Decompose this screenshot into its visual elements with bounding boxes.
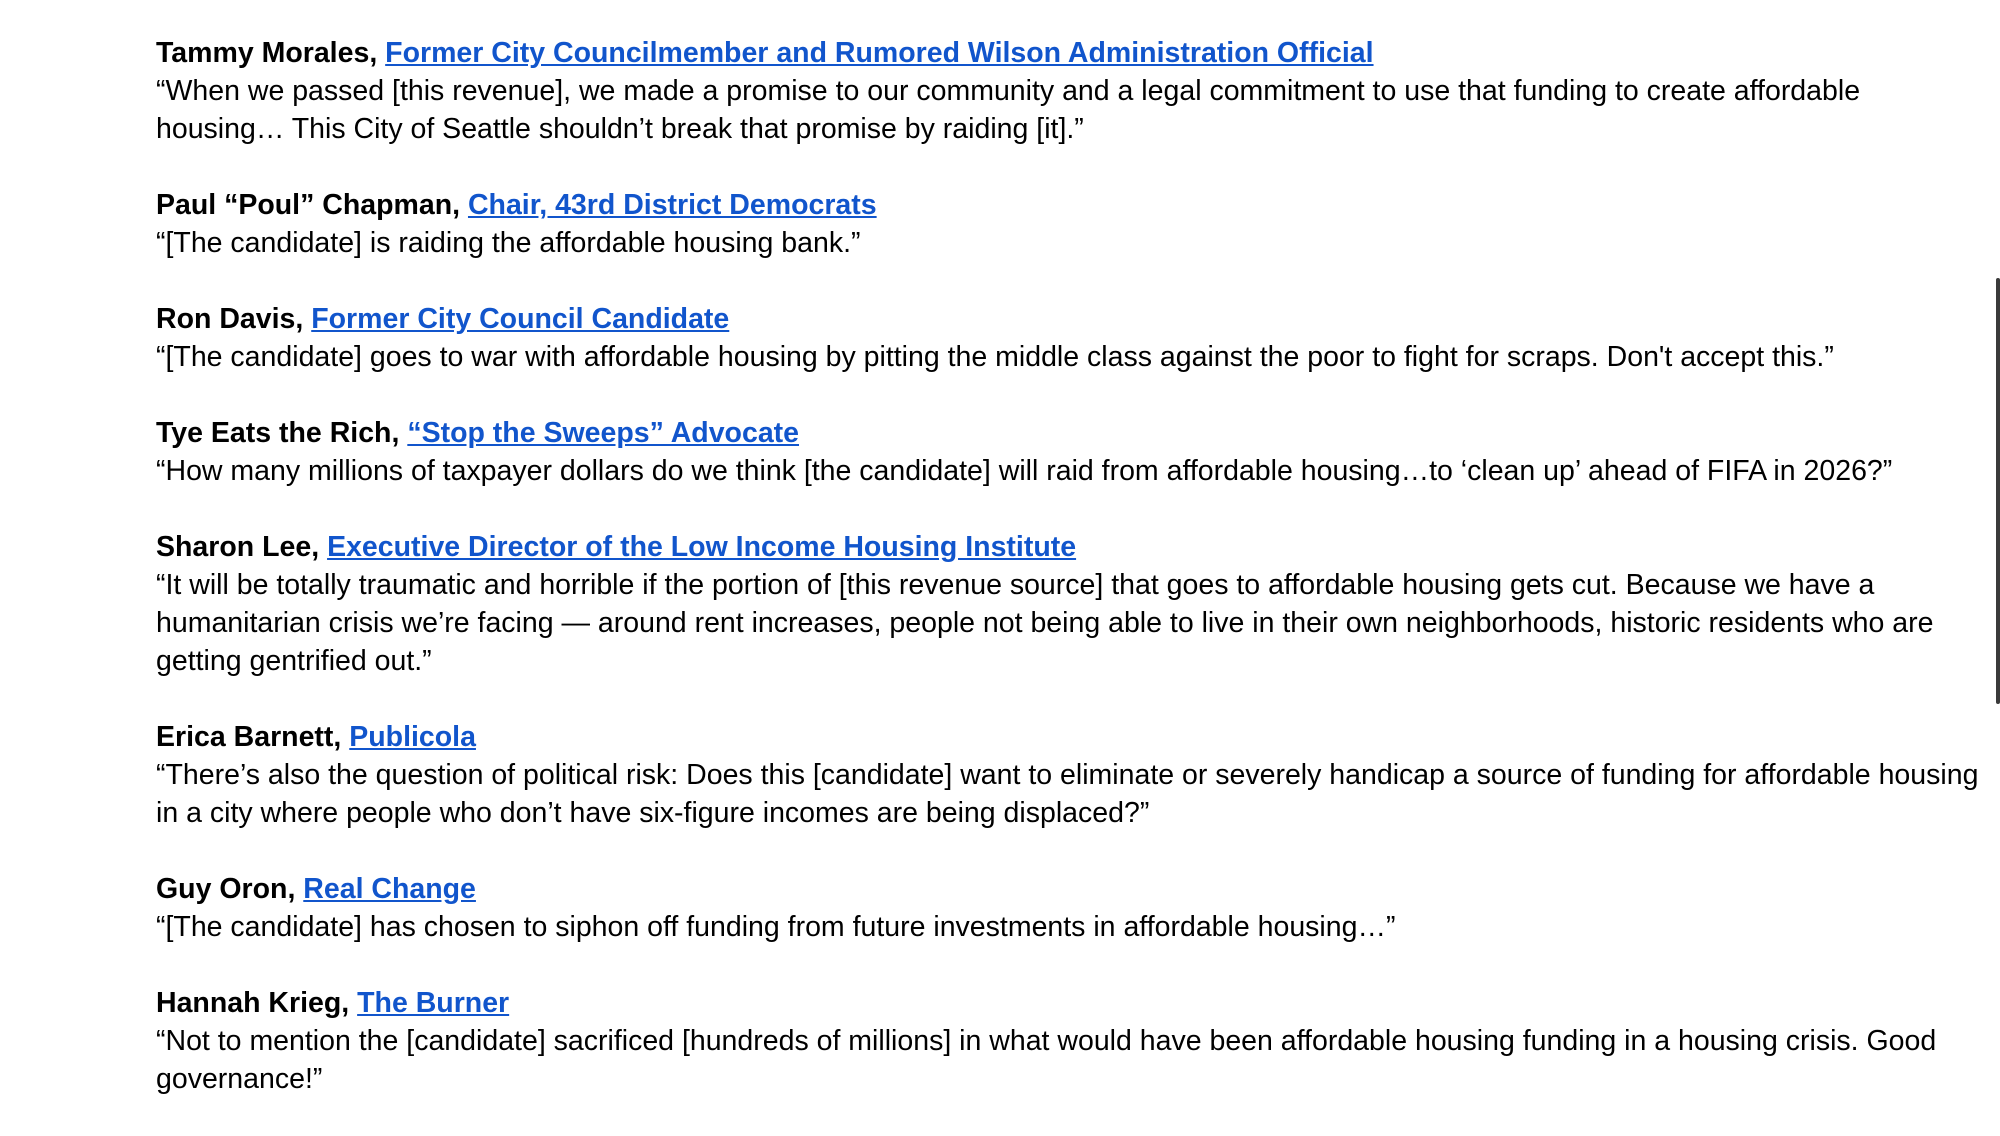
speaker-name: Hannah Krieg bbox=[156, 987, 342, 1019]
speaker-title-link[interactable]: Chair, 43rd District Democrats bbox=[467, 189, 877, 221]
quote-header bbox=[156, 528, 1986, 566]
quote-header bbox=[156, 300, 1986, 338]
quote-block-barnett bbox=[156, 718, 1986, 832]
speaker-name: Tye Eats the Rich bbox=[156, 417, 392, 449]
quote-text: “[The candidate] goes to war with affordable housing by pitting the middle class against the poor to fight for scraps. Don't accept this.” bbox=[156, 341, 1834, 373]
name-separator: , bbox=[311, 531, 328, 563]
quote-text: “[The candidate] has chosen to siphon off funding from future investments in affordable housing…” bbox=[156, 911, 1396, 943]
speaker-title-link[interactable]: Executive Director of the Low Income Housing Institute bbox=[327, 531, 1077, 563]
quote-text: “When we passed [this revenue], we made a promise to our community and a legal commitment to use that funding to create affordable housing… This City of Seattle shouldn’t break that promise by raiding [it].” bbox=[156, 75, 1861, 145]
speaker-title-link[interactable]: Former City Council Candidate bbox=[311, 303, 730, 335]
quote-text: “Not to mention the [candidate] sacrificed [hundreds of millions] in what would have been affordable housing funding in a housing crisis. Good governance!” bbox=[156, 1025, 1937, 1095]
quote-text: “How many millions of taxpayer dollars do we think [the candidate] will raid from affordable housing…to ‘clean up’ ahead of FIFA in 2026?” bbox=[156, 455, 1893, 487]
speaker-title-link[interactable]: Real Change bbox=[303, 873, 476, 905]
name-separator: , bbox=[391, 417, 408, 449]
name-separator: , bbox=[295, 303, 312, 335]
speaker-name: Paul “Poul” Chapman bbox=[156, 189, 453, 221]
speaker-name: Erica Barnett bbox=[156, 721, 334, 753]
speaker-name: Guy Oron bbox=[156, 873, 288, 905]
name-separator: , bbox=[452, 189, 468, 221]
quote-block-chapman bbox=[156, 186, 1986, 262]
name-separator: , bbox=[369, 37, 386, 69]
speaker-name: Ron Davis bbox=[156, 303, 296, 335]
speaker-title-link[interactable]: Publicola bbox=[349, 721, 476, 753]
quote-text: “[The candidate] is raiding the affordable housing bank.” bbox=[156, 227, 861, 259]
quote-header bbox=[156, 984, 1986, 1022]
quote-header bbox=[156, 186, 1986, 224]
quote-block-davis bbox=[156, 300, 1986, 376]
name-separator: , bbox=[341, 987, 358, 1019]
quote-block-morales bbox=[156, 34, 1986, 148]
speaker-title-link[interactable]: The Burner bbox=[357, 987, 510, 1019]
quote-header bbox=[156, 34, 1986, 72]
quote-block-tye bbox=[156, 414, 1986, 490]
speaker-name: Tammy Morales bbox=[156, 37, 370, 69]
quote-block-krieg bbox=[156, 984, 1986, 1098]
quote-block-lee bbox=[156, 528, 1986, 680]
name-separator: , bbox=[333, 721, 350, 753]
quote-header bbox=[156, 718, 1986, 756]
vertical-scrollbar[interactable] bbox=[1996, 278, 2000, 704]
quote-text: “There’s also the question of political risk: Does this [candidate] want to eliminate or severely handicap a source of funding for affordable housing in a city where people who don’t have six-figure incomes are being displaced?” bbox=[156, 759, 1979, 829]
name-separator: , bbox=[287, 873, 304, 905]
document-body bbox=[156, 34, 1986, 1136]
speaker-name: Sharon Lee bbox=[156, 531, 312, 563]
speaker-title-link[interactable]: “Stop the Sweeps” Advocate bbox=[407, 417, 800, 449]
speaker-title-link[interactable]: Former City Councilmember and Rumored Wilson Administration Official bbox=[385, 37, 1374, 69]
quote-block-oron bbox=[156, 870, 1986, 946]
quote-header bbox=[156, 870, 1986, 908]
quote-text: “It will be totally traumatic and horrible if the portion of [this revenue source] that goes to affordable housing gets cut. Because we have a humanitarian crisis we’re facing — around rent increases, people not being able to live in their own neighborhoods, historic residents who are getting gentrified out.” bbox=[156, 569, 1934, 677]
quote-header bbox=[156, 414, 1986, 452]
